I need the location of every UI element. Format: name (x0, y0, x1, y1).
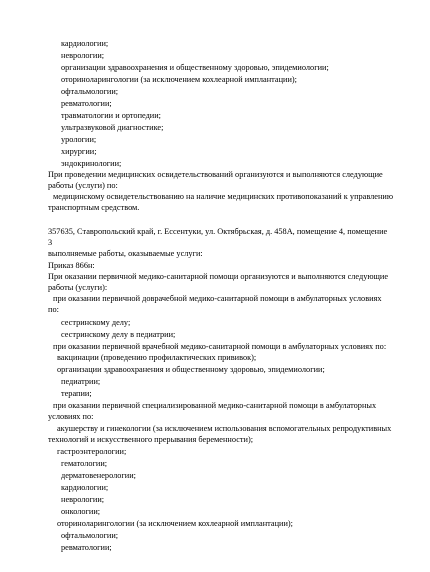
text-line: организации здравоохранения и общественному здоровью, эпидемиологии; (57, 365, 325, 374)
text-line: транспортным средством. (48, 203, 140, 212)
text-line: дерматовенерологии; (61, 471, 136, 480)
text-line: гастроэнтерологии; (57, 447, 127, 456)
paragraph-line: При оказании первичной медико-санитарной помощи организуются и выполняются следующие (48, 272, 389, 281)
text-line: организации здравоохранения и общественному здоровью, эпидемиологии; (61, 63, 329, 72)
text-line: терапии; (61, 389, 92, 398)
subsection-line: при оказании первичной специализированной медико-санитарной помощи в амбулаторных (53, 401, 377, 410)
address-line: 3 (48, 238, 53, 247)
text-line: сестринскому делу в педиатрии; (61, 330, 176, 339)
text-line: ультразвуковой диагностике; (61, 123, 164, 132)
text-line: оториноларингологии (за исключением кохлеарной имплантации); (57, 519, 293, 528)
text-line: ревматологии; (61, 99, 112, 108)
text-line: вакцинации (проведению профилактических прививок); (57, 353, 257, 362)
text-line: медицинскому освидетельствованию на наличие медицинских противопоказаний к управлению (53, 192, 394, 201)
text-line: кардиологии; (61, 483, 109, 492)
address-line: 357635, Ставропольский край, г. Ессентуки, ул. Октябрьская, д. 458А, помещение 4, помещение (48, 227, 388, 236)
text-line: неврологии; (61, 495, 105, 504)
text-line: урологии; (61, 135, 97, 144)
text-line: гематологии; (61, 459, 108, 468)
text-line: травматологии и ортопедии; (61, 111, 161, 120)
text-line: офтальмологии; (61, 87, 119, 96)
subsection-line: при оказании первичной врачебной медико-санитарной помощи в амбулаторных условиях по: (53, 342, 387, 351)
text-line: неврологии; (61, 51, 105, 60)
text-line: акушерству и гинекологии (за исключением использования вспомогательных репродуктивных (57, 424, 392, 433)
text-line: кардиологии; (61, 39, 109, 48)
subsection-line: при оказании первичной доврачебной медико-санитарной помощи в амбулаторных условиях (53, 294, 382, 303)
text-line: офтальмологии; (61, 531, 119, 540)
text-line: ревматологии; (61, 543, 112, 552)
text-line: хирургии; (61, 147, 97, 156)
text-line: технологий и искусственного прерывания беременности); (48, 435, 254, 444)
text-line: эндокринологии; (61, 159, 122, 168)
paragraph-line: работы (услуги) по: (48, 181, 118, 190)
text-line: сестринскому делу; (61, 318, 131, 327)
order-reference: Приказ 866н: (48, 261, 95, 270)
subsection-line: по: (48, 305, 59, 314)
paragraph-line: При проведении медицинских освидетельствований организуются и выполняются следующие (48, 170, 383, 179)
section-heading: выполняемые работы, оказываемые услуги: (48, 249, 203, 258)
text-line: педиатрии; (61, 377, 101, 386)
text-line: оториноларингологии (за исключением кохлеарной имплантации); (61, 75, 297, 84)
text-line: онкологии; (61, 507, 101, 516)
paragraph-line: работы (услуги): (48, 283, 108, 292)
subsection-line: условиях по: (48, 412, 94, 421)
